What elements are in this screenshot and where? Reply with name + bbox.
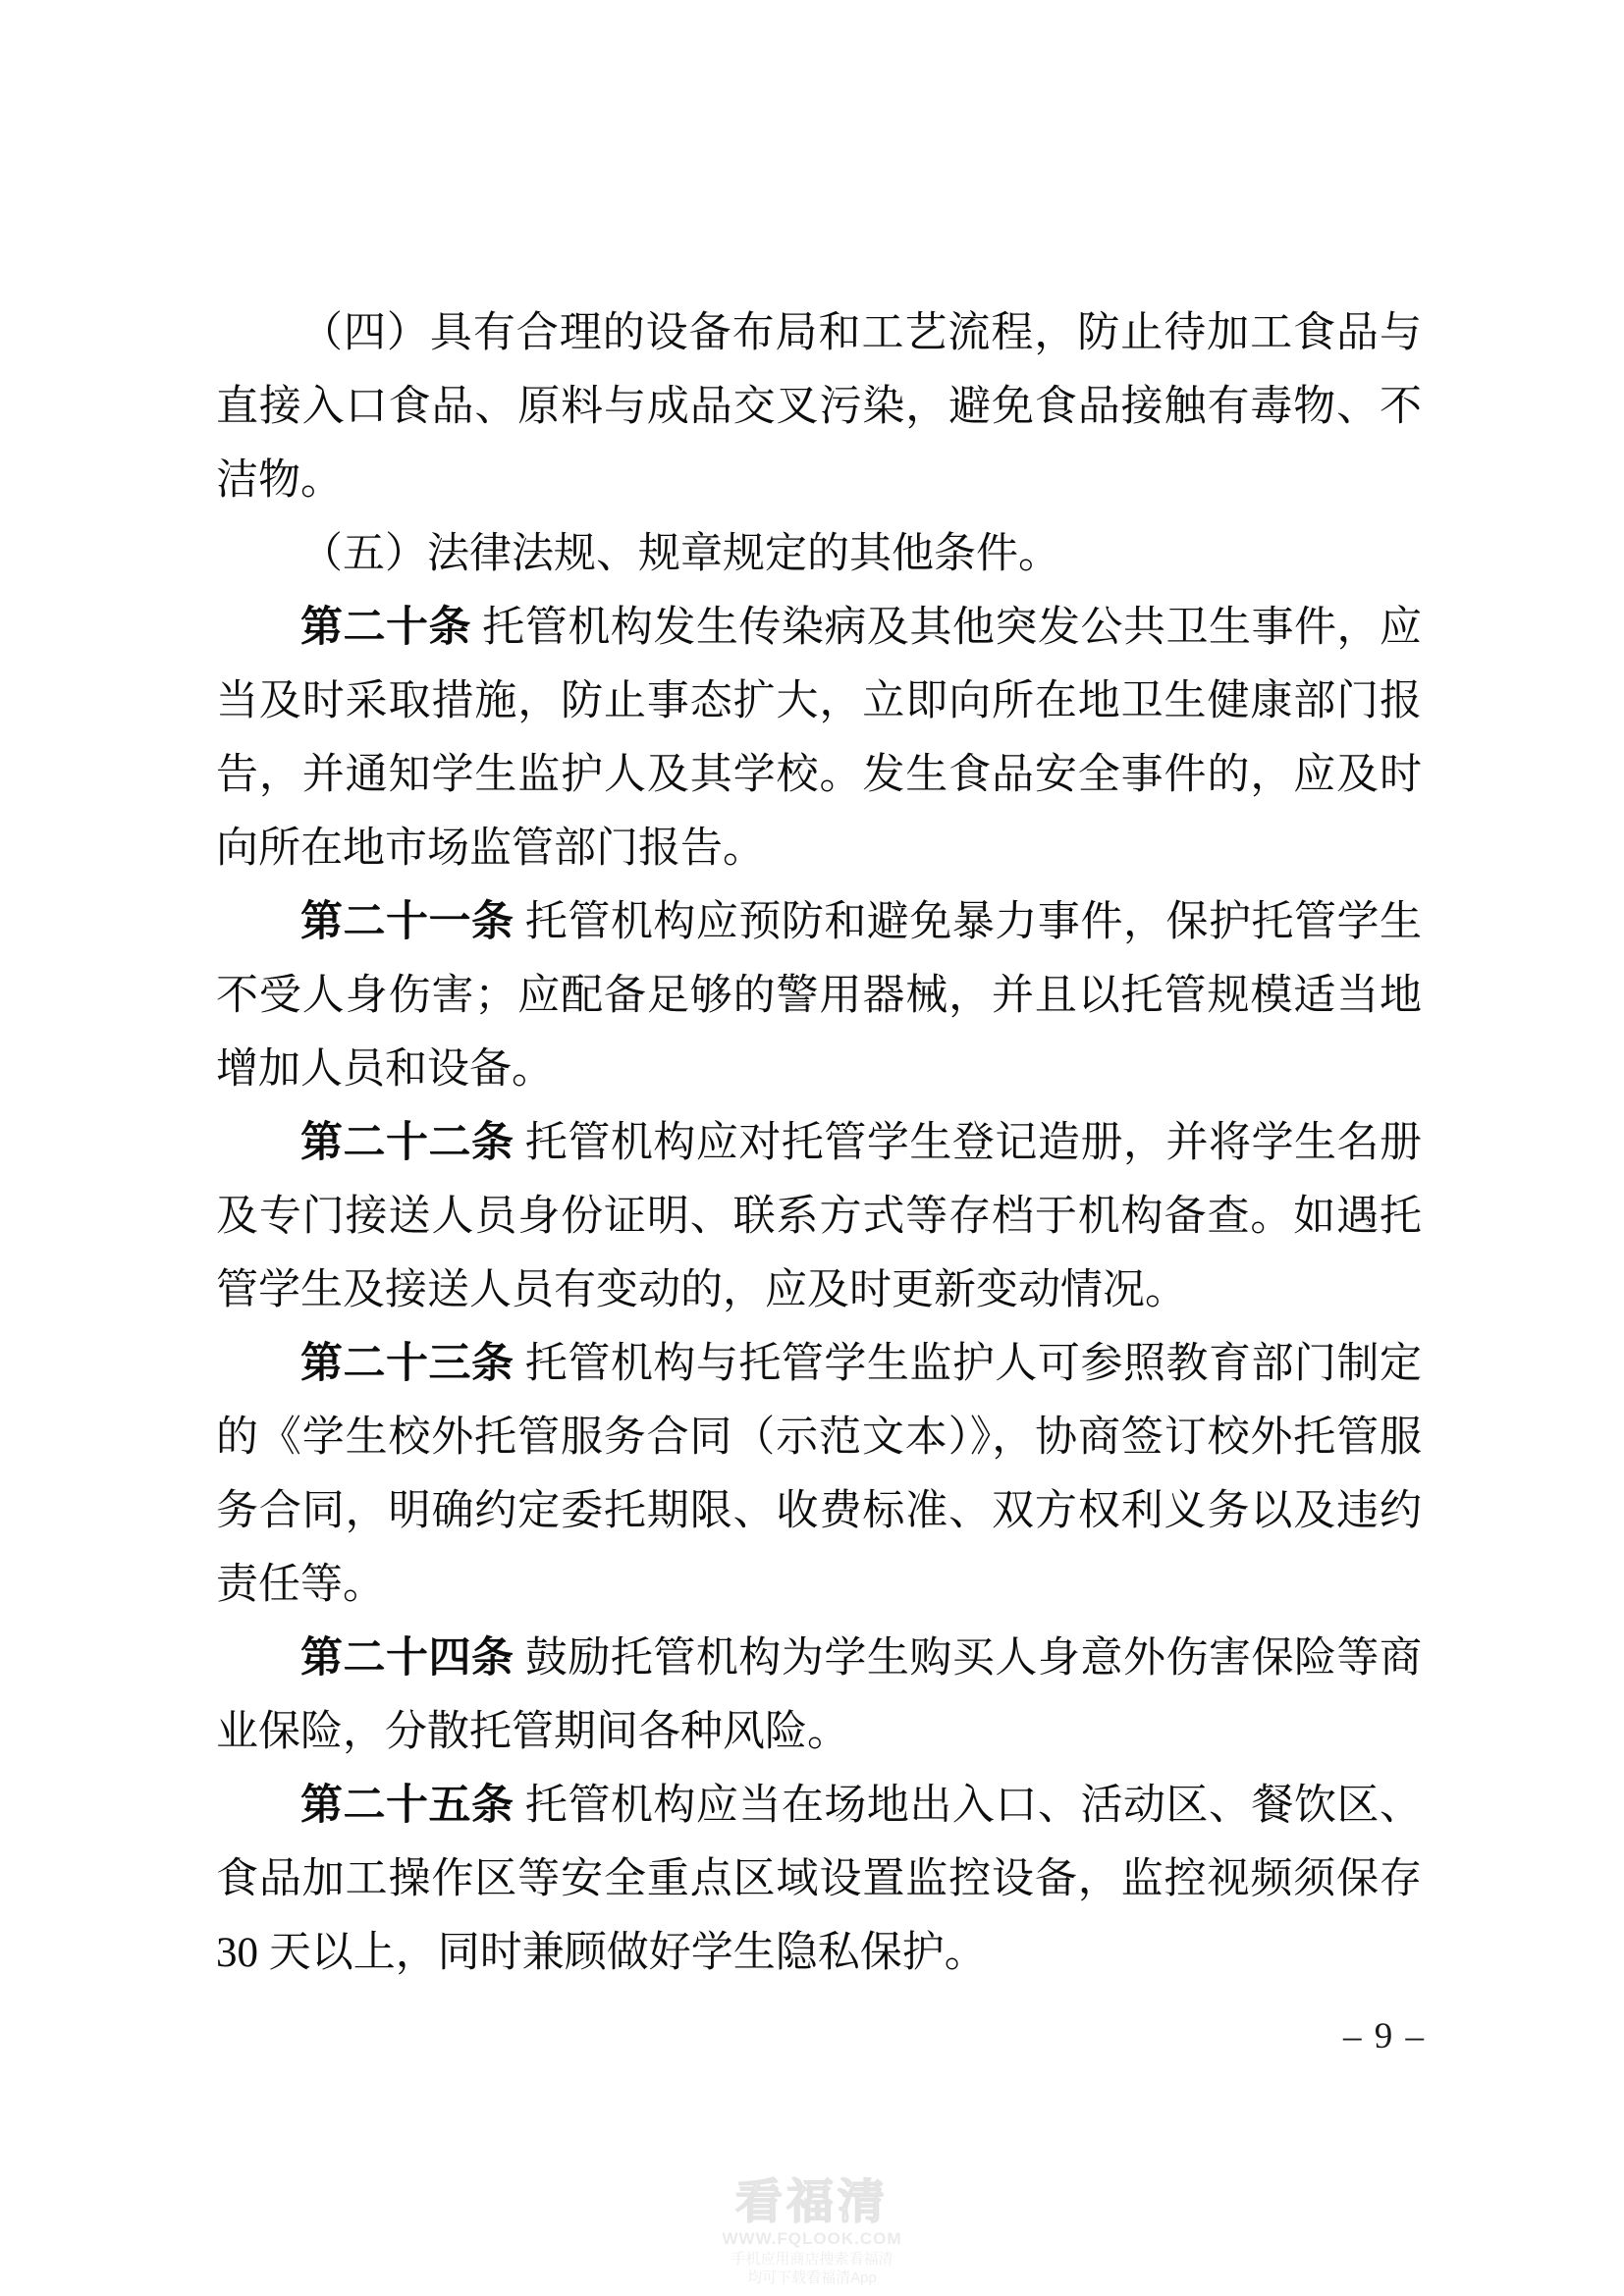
- watermark-title: 看福清: [734, 2176, 889, 2228]
- paragraph-item-5: [216, 517, 1422, 591]
- watermark-note-1: 手机应用商店搜索看福清: [731, 2251, 893, 2268]
- article-lead: 第二十二条: [300, 1120, 514, 1166]
- paragraph-article-22: [216, 1106, 1422, 1327]
- paragraph-article-23: [216, 1327, 1422, 1622]
- paragraph-article-21: [216, 885, 1422, 1106]
- watermark-note-2: 均可下载看福清App: [747, 2269, 877, 2286]
- article-lead: 第二十五条: [300, 1783, 514, 1829]
- article-text: 托管机构应对托管学生登记造册，并将学生名册及专门接送人员身份证明、联系方式等存档于机构备查。如遇托管学生及接送人员有变动的，应及时更新变动情况。: [216, 1120, 1423, 1313]
- article-text: 托管机构发生传染病及其他突发公共卫生事件，应当及时采取措施，防止事态扩大，立即向所在地卫生健康部门报告，并通知学生监护人及其学校。发生食品安全事件的，应及时向所在地市场监管部门报告。: [216, 605, 1423, 872]
- article-lead: 第二十条: [300, 605, 472, 651]
- watermark-url: WWW.FQLOOK.COM: [722, 2229, 902, 2248]
- article-text: 托管机构应当在场地出入口、活动区、餐饮区、食品加工操作区等安全重点区域设置监控设备，监控视频须保存30 天以上，同时兼顾做好学生隐私保护。: [216, 1783, 1423, 1976]
- article-lead: 第二十一条: [300, 899, 514, 945]
- article-lead: 第二十三条: [300, 1341, 514, 1387]
- watermark: [0, 2177, 1624, 2287]
- paragraph-item-4: [216, 296, 1422, 517]
- paragraph-article-20: [216, 591, 1422, 885]
- article-text: （五）法律法规、规章规定的其他条件。: [300, 531, 1060, 577]
- paragraph-article-24: [216, 1622, 1422, 1769]
- article-text: 托管机构应预防和避免暴力事件，保护托管学生不受人身伤害；应配备足够的警用器械，并且以托管规模适当地增加人员和设备。: [216, 899, 1423, 1093]
- page-number: – 9 –: [1343, 2016, 1426, 2056]
- document-body: [216, 296, 1422, 1990]
- paragraph-article-25: [216, 1769, 1422, 1990]
- article-text: 鼓励托管机构为学生购买人身意外伤害保险等商业保险，分散托管期间各种风险。: [216, 1635, 1423, 1755]
- article-text: （四）具有合理的设备布局和工艺流程，防止待加工食品与直接入口食品、原料与成品交叉污染，避免食品接触有毒物、不洁物。: [216, 310, 1422, 504]
- article-lead: 第二十四条: [300, 1635, 514, 1682]
- article-text: 托管机构与托管学生监护人可参照教育部门制定的《学生校外托管服务合同（示范文本）》，协商签订校外托管服务合同，明确约定委托期限、收费标准、双方权利义务以及违约责任等。: [216, 1341, 1423, 1608]
